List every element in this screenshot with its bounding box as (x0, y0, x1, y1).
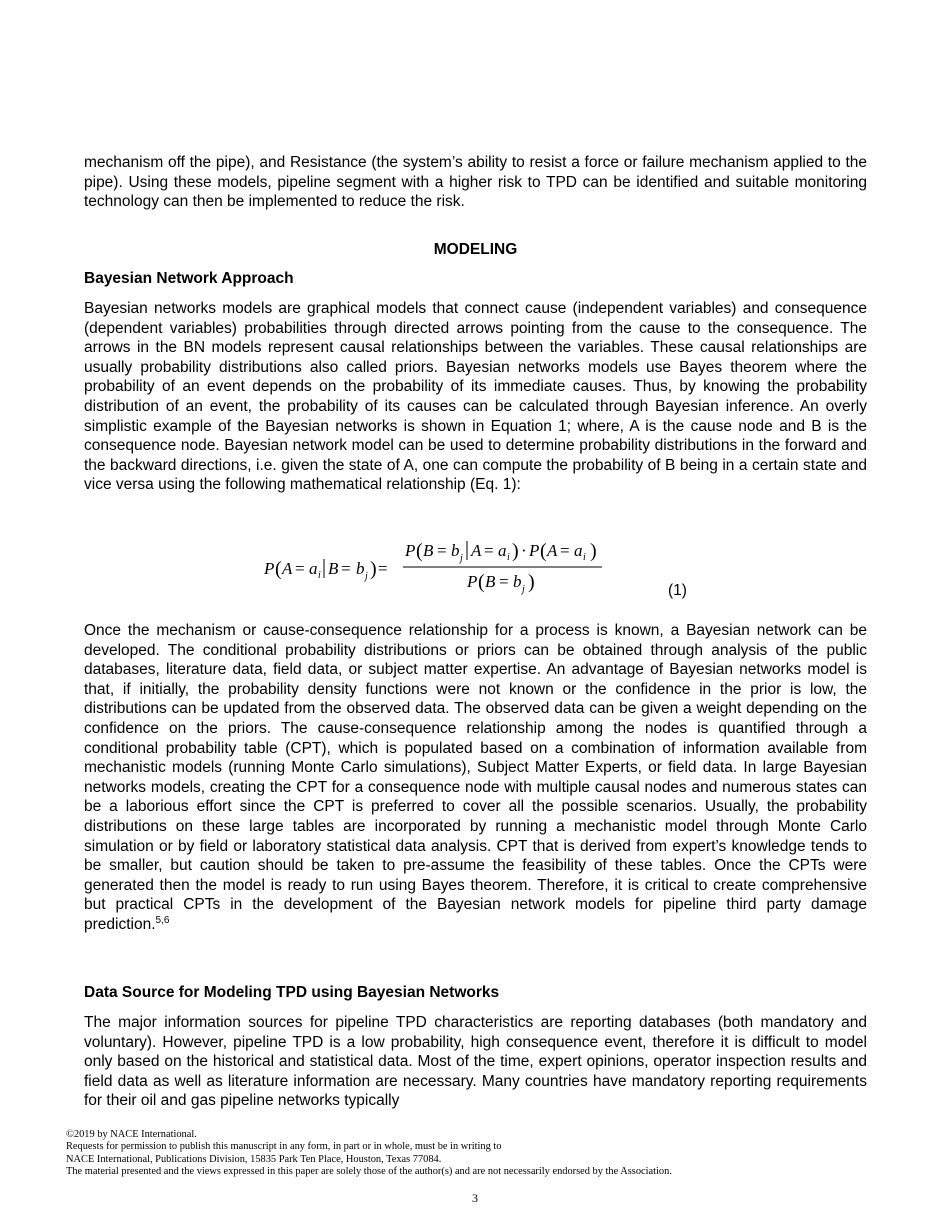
svg-text:=: = (295, 559, 305, 578)
svg-text:(: ( (478, 571, 485, 593)
svg-text:j: j (522, 584, 525, 595)
svg-text:): ) (512, 540, 519, 562)
svg-text:P: P (529, 541, 540, 560)
paragraph-bayesian-networks: Bayesian networks models are graphical models that connect cause (independent variables) and consequence (dependent variables) probabilities through directed arrows pointing from the cause to the consequence. The arrows in the BN models represent causal relationships between the variables. These causal relationships are usually probability distributions also called priors. Bayesian networks models use Bayes theorem where the probability of an event depends on the probability of its immediate causes. Thus, by knowing the probability distribution of an event, the probability of its causes can be calculated through Bayesian inference. An overly simplistic example of the Bayesian networks is shown in Equation 1; where, A is the cause node and B is the consequence node. Bayesian network model can be used to determine probability distributions in the forward and the backward directions, i.e. given the state of A, one can compute the probability of B being in a certain state and vice versa using the following mathematical relationship (Eq. 1): (84, 300, 867, 494)
svg-text:j: j (460, 553, 463, 564)
svg-text:b: b (451, 541, 460, 560)
svg-text:A: A (547, 541, 558, 560)
svg-text:j: j (365, 571, 368, 582)
svg-text:(: ( (275, 558, 282, 580)
footer-disclaimer: The material presented and the views expressed in this paper are solely those of the author(s) and are not necessarily endorsed by the Association. (66, 1166, 672, 1178)
svg-text:=: = (484, 541, 494, 560)
copyright-footer (66, 1129, 886, 1179)
svg-text:A: A (282, 559, 293, 578)
paragraph-cpt (84, 621, 867, 935)
svg-text:i: i (318, 570, 321, 581)
svg-text:=: = (378, 559, 388, 578)
svg-text:=: = (560, 541, 570, 560)
paragraph-cpt-text: Once the mechanism or cause-consequence relationship for a process is known, a Bayesian network can be developed. The conditional probability distributions or priors can be obtained through analysis of the public databases, literature data, field data, or subject matter expertise. An advantage of Bayesian networks model is that, if initially, the probability density functions were not known or the confidence in the prior is low, the distributions can be updated from the observed data. The observed data can be given a weight depending on the confidence on the priors. The cause-consequence relationship among the nodes is quantified through a conditional probability table (CPT), which is populated based on a combination of information available from mechanistic models (running Monte Carlo simulations), Subject Matter Experts, or field data. In large Bayesian networks models, creating the CPT for a consequence node with multiple causal nodes and numerous states can be a laborious effort since the CPT is preferred to cover all the possible scenarios. Usually, the probability distributions on these large tables are incorporated by running a mechanistic model through Monte Carlo simulation or by field or laboratory statistical data analysis. CPT that is derived from expert’s knowledge tends to be smaller, but caution should be taken to pre-assume the feasibility of these tables. Once the CPTs were generated then the model is ready to run using Bayes theorem. Therefore, it is critical to create comprehensive but practical CPTs in the development of the Bayesian network models for pipeline third party damage prediction. (84, 622, 867, 933)
subheading-data-source: Data Source for Modeling TPD using Bayesian Networks (84, 984, 500, 1001)
svg-text:): ) (370, 558, 377, 580)
subheading-bayesian-network-approach: Bayesian Network Approach (84, 270, 294, 287)
svg-text:P: P (467, 572, 478, 591)
footer-address: NACE International, Publications Division, 15835 Park Ten Place, Houston, Texas 77084. (66, 1153, 442, 1165)
svg-text:i: i (507, 552, 510, 563)
svg-text:i: i (583, 552, 586, 563)
svg-text:b: b (356, 559, 365, 578)
svg-text:=: = (437, 541, 447, 560)
bayes-equation (262, 536, 622, 600)
svg-text:·: · (521, 541, 527, 560)
equation-denominator (466, 571, 535, 595)
citation-reference: 5,6 (155, 914, 170, 926)
svg-text:a: a (574, 541, 583, 560)
svg-text:B: B (423, 541, 434, 560)
equation-number: (1) (668, 582, 687, 599)
svg-text:(: ( (416, 540, 423, 562)
page-number: 3 (472, 1191, 478, 1205)
svg-text:a: a (498, 541, 507, 560)
svg-text:=: = (499, 572, 509, 591)
svg-text:B: B (328, 559, 339, 578)
footer-copyright: ©2019 by NACE International. (66, 1129, 197, 1140)
svg-text:B: B (485, 572, 496, 591)
paragraph-data-source: The major information sources for pipeline TPD characteristics are reporting databases (both mandatory and voluntary). However, pipeline TPD is a low probability, high consequence event, therefore it is difficult to model only based on the historical and statistical data. Most of the time, expert opinions, operator inspection results and field data as well as literature information are necessary. Many countries have mandatory reporting requirements for their oil and gas pipeline networks typically (84, 1014, 867, 1110)
svg-text:P: P (264, 559, 275, 578)
equation-lhs (263, 558, 388, 582)
svg-text:P: P (405, 541, 416, 560)
svg-text:(: ( (540, 540, 547, 562)
svg-text:=: = (341, 559, 351, 578)
footer-permission: Requests for permission to publish this manuscript in any form, in part or in whole, must be in writing to (66, 1141, 502, 1153)
equation-numerator (404, 540, 597, 564)
svg-text:b: b (513, 572, 522, 591)
svg-text:): ) (528, 571, 535, 593)
svg-text:): ) (590, 540, 597, 562)
paragraph-intro: mechanism off the pipe), and Resistance (the system’s ability to resist a force or failure mechanism applied to the pipe). Using these models, pipeline segment with a higher risk to TPD can be identified and suitable monitoring technology can then be implemented to reduce the risk. (84, 154, 867, 211)
svg-text:a: a (309, 559, 318, 578)
svg-text:A: A (471, 541, 482, 560)
section-heading-modeling: MODELING (433, 241, 518, 258)
